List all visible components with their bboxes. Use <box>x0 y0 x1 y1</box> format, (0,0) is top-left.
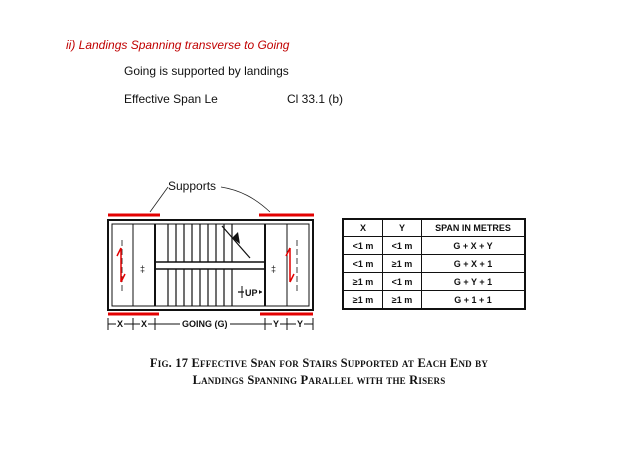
svg-text:‡: ‡ <box>140 264 146 274</box>
table-row <box>343 255 525 273</box>
dim-y-right: Y <box>297 319 304 329</box>
break-line <box>222 226 250 258</box>
dim-y-left: Y <box>273 319 280 329</box>
table-cell: G + Y + 1 <box>422 273 526 291</box>
table-cell: G + X + 1 <box>422 255 526 273</box>
table-cell: G + X + Y <box>422 237 526 255</box>
going-label: GOING (G) <box>182 319 228 329</box>
svg-text:‡: ‡ <box>271 264 277 274</box>
table-cell: ≥1 m <box>383 255 422 273</box>
span-arrow-left <box>117 248 125 282</box>
table-cell: ≥1 m <box>343 291 383 310</box>
table-row <box>343 237 525 255</box>
table-header-span: SPAN IN METRES <box>422 219 526 237</box>
table-header-y: Y <box>383 219 422 237</box>
table-row <box>343 273 525 291</box>
callout-leader-left <box>150 187 168 212</box>
figure-caption-line2: Landings Spanning Parallel with the Risers <box>192 373 446 387</box>
table-cell: G + 1 + 1 <box>422 291 526 310</box>
section-heading: ii) Landings Spanning transverse to Going <box>66 38 290 52</box>
supports-callout: Supports <box>168 179 217 193</box>
dim-x-right: X <box>141 319 148 329</box>
table-cell: <1 m <box>343 255 383 273</box>
up-label: UP <box>245 288 258 298</box>
stair-outline <box>108 220 313 310</box>
table-cell: <1 m <box>383 273 422 291</box>
table-header-x: X <box>343 219 383 237</box>
table-row <box>343 291 525 310</box>
dim-x-left: X <box>117 319 124 329</box>
table-cell: ≥1 m <box>343 273 383 291</box>
table-cell: <1 m <box>383 237 422 255</box>
going-support-text: Going is supported by landings <box>124 64 289 78</box>
clause-reference: Cl 33.1 (b) <box>287 92 344 106</box>
stair-treads <box>168 224 232 306</box>
table-cell: ≥1 m <box>383 291 422 310</box>
figure-caption-line1: Fig. 17 Effective Span for Stairs Supported at Each End by <box>149 356 489 370</box>
table-cell: <1 m <box>343 237 383 255</box>
callout-leader-right <box>221 187 270 212</box>
span-table <box>342 218 526 310</box>
effective-span-text: Effective Span Le <box>124 92 218 106</box>
